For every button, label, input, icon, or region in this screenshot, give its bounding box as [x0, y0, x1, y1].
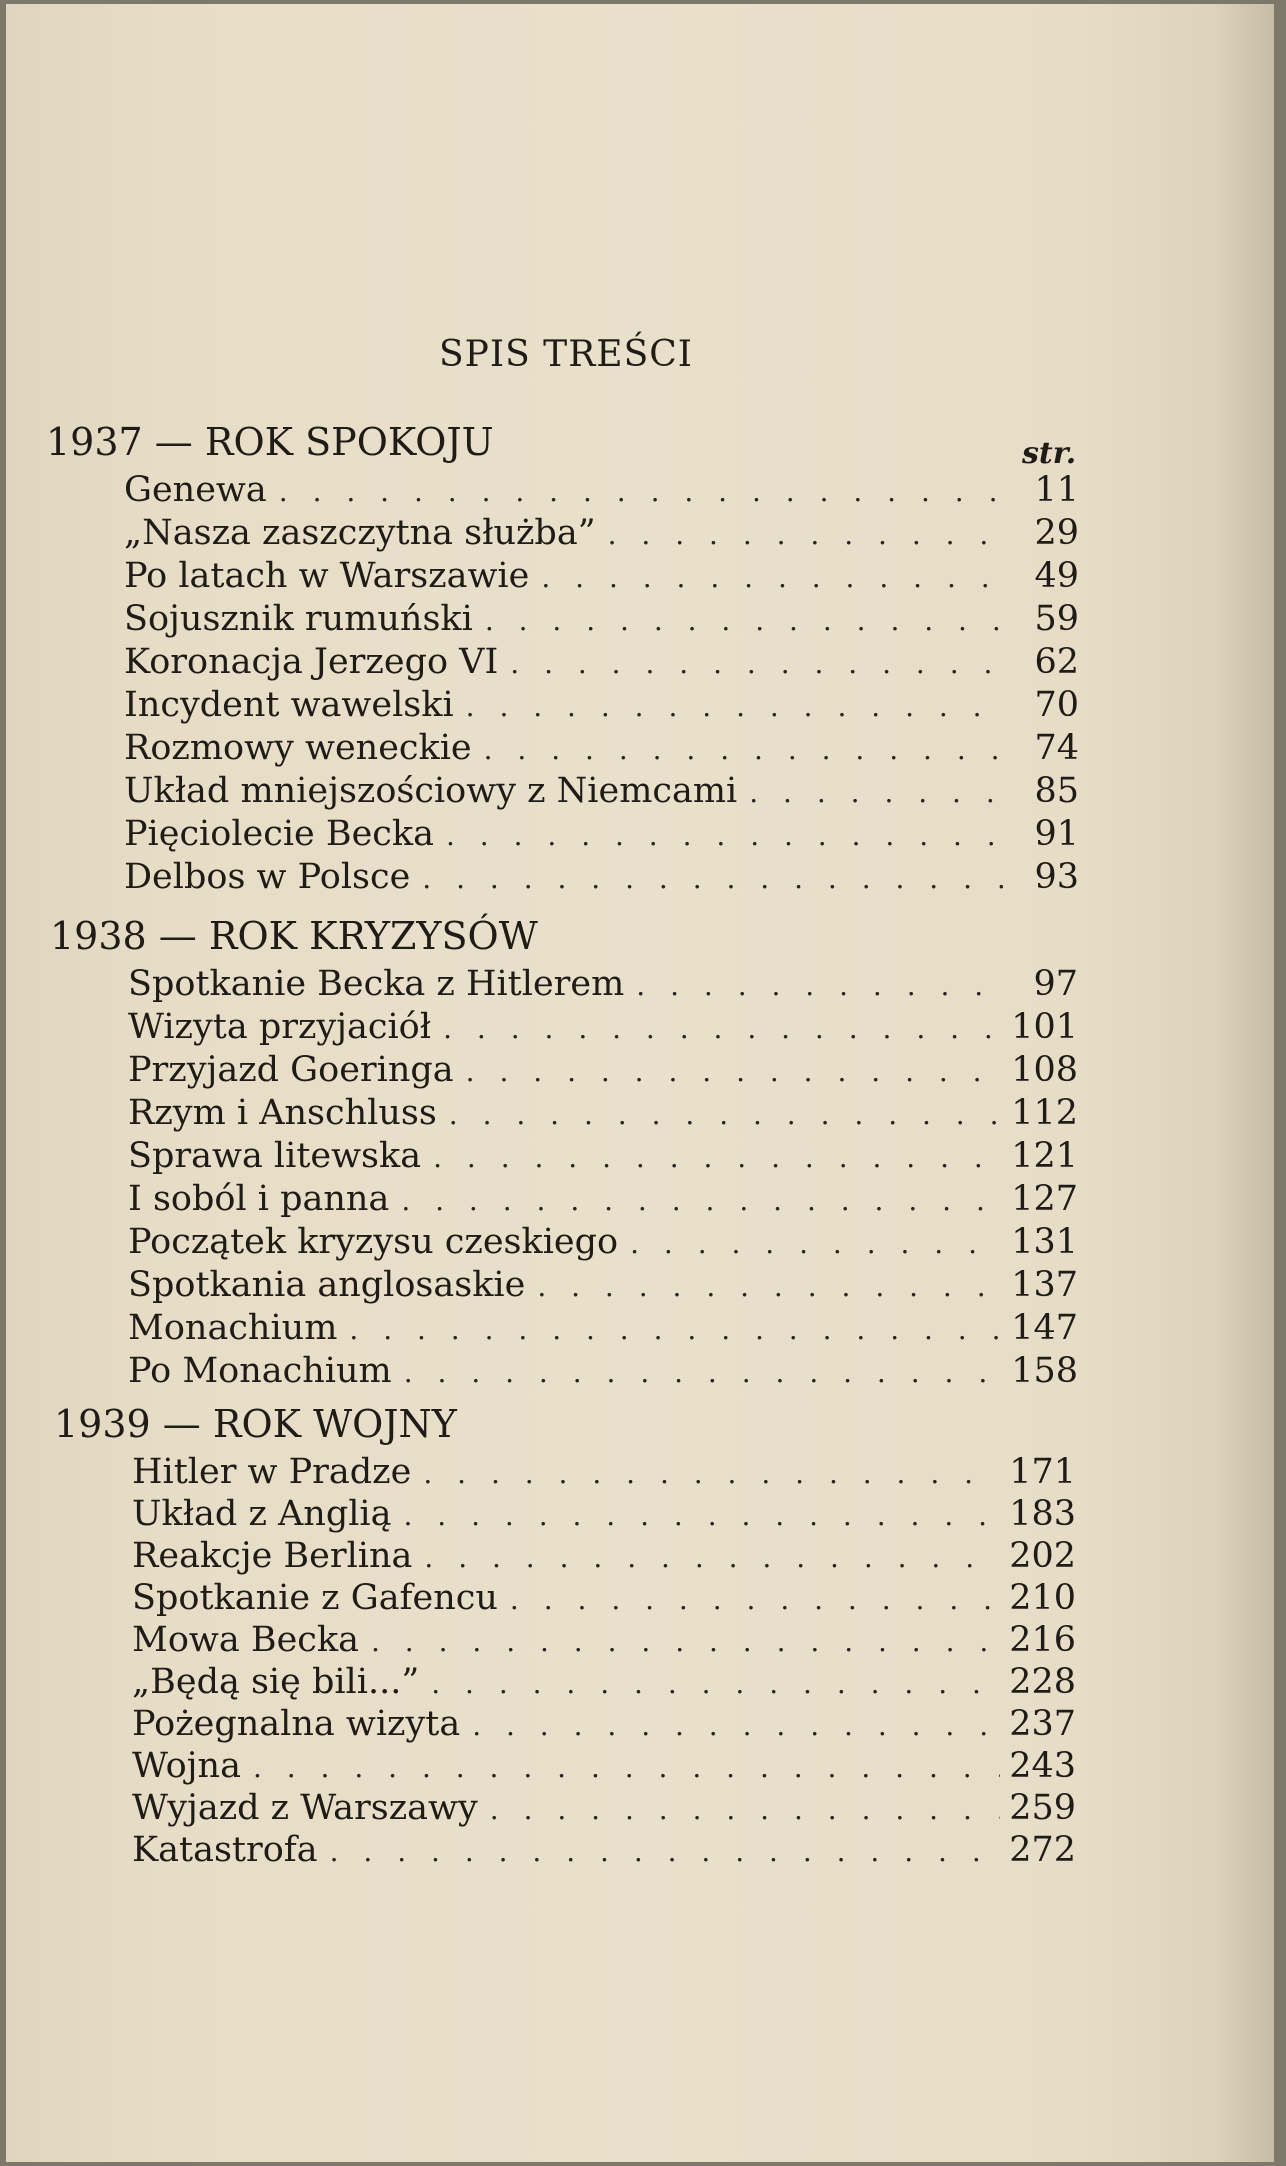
entry-title: Sprawa litewska	[128, 1136, 422, 1176]
dot-leader	[423, 1457, 1000, 1490]
entry-title: Po latach w Warszawie	[124, 556, 530, 596]
entry-title: Wojna	[132, 1746, 241, 1786]
toc-entry	[124, 470, 1079, 512]
entry-page-number: 237	[1009, 1704, 1076, 1744]
entry-title: Po Monachium	[128, 1351, 392, 1391]
toc-entry	[128, 1093, 1078, 1135]
toc-entry	[124, 642, 1079, 684]
entry-page-number: 49	[1034, 556, 1079, 596]
entry-title: Układ z Anglią	[132, 1494, 392, 1534]
entry-page-number: 70	[1034, 685, 1079, 725]
toc-entry	[132, 1746, 1076, 1788]
toc-entry	[128, 1265, 1078, 1307]
toc-entry	[128, 1308, 1078, 1350]
entry-title: Pożegnalna wizyta	[132, 1704, 461, 1744]
page-edge-shadow	[1214, 4, 1274, 2162]
entry-page-number: 158	[1011, 1351, 1078, 1391]
entry-title: Przyjazd Goeringa	[128, 1050, 454, 1090]
entry-title: I soból i panna	[128, 1179, 390, 1219]
entry-page-number: 147	[1011, 1308, 1078, 1348]
entry-title: Początek kryzysu czeskiego	[128, 1222, 619, 1262]
dot-leader	[404, 1356, 1002, 1389]
entry-page-number: 91	[1034, 814, 1079, 854]
entry-title: Rzym i Anschluss	[128, 1093, 437, 1133]
entry-page-number: 243	[1009, 1746, 1076, 1786]
entry-page-number: 62	[1034, 642, 1079, 682]
toc-entry	[128, 1179, 1078, 1221]
entry-title: Genewa	[124, 470, 267, 510]
dot-leader	[630, 1227, 1002, 1260]
entry-page-number: 171	[1009, 1452, 1076, 1492]
dot-leader	[484, 733, 1003, 766]
dot-leader	[279, 475, 1003, 508]
dot-leader	[431, 1667, 1000, 1700]
entry-page-number: 108	[1011, 1050, 1078, 1090]
entry-title: Układ mniejszościowy z Niemcami	[124, 771, 738, 811]
toc-entry	[124, 556, 1079, 598]
entry-page-number: 210	[1009, 1578, 1076, 1618]
dot-leader	[449, 1098, 1002, 1131]
toc-entry	[132, 1578, 1076, 1620]
entry-title: „Nasza zaszczytna służba”	[124, 513, 596, 553]
entry-page-number: 112	[1011, 1093, 1078, 1133]
section-heading: 1937 — ROK SPOKOJU	[46, 420, 494, 464]
entry-title: Wizyta przyjaciół	[128, 1007, 432, 1047]
entry-page-number: 85	[1034, 771, 1079, 811]
entry-title: Sojusznik rumuński	[124, 599, 473, 639]
entry-page-number: 97	[1033, 964, 1078, 1004]
toc-entry	[128, 1007, 1078, 1049]
dot-leader	[608, 518, 1003, 551]
dot-leader	[537, 1270, 1002, 1303]
entry-page-number: 29	[1034, 513, 1079, 553]
entry-title: Wyjazd z Warszawy	[132, 1788, 478, 1828]
entry-title: Spotkanie Becka z Hitlerem	[128, 964, 625, 1004]
toc-entry	[124, 513, 1079, 555]
dot-leader	[253, 1751, 1000, 1784]
entry-page-number: 59	[1034, 599, 1079, 639]
toc-entry	[124, 599, 1079, 641]
dot-leader	[636, 969, 1002, 1002]
dot-leader	[466, 690, 1003, 723]
dot-leader	[472, 1709, 1000, 1742]
dot-leader	[422, 862, 1003, 895]
entry-page-number: 259	[1009, 1788, 1076, 1828]
dot-leader	[510, 647, 1003, 680]
entry-page-number: 131	[1011, 1222, 1078, 1262]
toc-entry	[124, 771, 1079, 813]
dot-leader	[330, 1835, 1000, 1868]
toc-entry	[132, 1788, 1076, 1830]
page-title: SPIS TREŚCI	[438, 334, 694, 375]
entry-title: Katastrofa	[132, 1830, 318, 1870]
entry-title: Rozmowy weneckie	[124, 728, 472, 768]
dot-leader	[401, 1184, 1002, 1217]
dot-leader	[349, 1313, 1002, 1346]
entry-title: Monachium	[128, 1308, 338, 1348]
entry-title: Mowa Becka	[132, 1620, 359, 1660]
entry-title: Incydent wawelski	[124, 685, 454, 725]
toc-entry	[128, 1222, 1078, 1264]
entry-title: Koronacja Jerzego VI	[124, 642, 499, 682]
entry-page-number: 202	[1009, 1536, 1076, 1576]
toc-entry	[132, 1494, 1076, 1536]
dot-leader	[541, 561, 1003, 594]
page-column-label: str.	[1022, 436, 1077, 471]
dot-leader	[446, 819, 1003, 852]
dot-leader	[404, 1499, 1001, 1532]
entry-page-number: 127	[1011, 1179, 1078, 1219]
toc-entry	[132, 1620, 1076, 1662]
entry-page-number: 228	[1009, 1662, 1076, 1702]
entry-title: Spotkanie z Gafencu	[132, 1578, 498, 1618]
toc-entry	[124, 814, 1079, 856]
entry-page-number: 216	[1009, 1620, 1076, 1660]
dot-leader	[466, 1055, 1002, 1088]
entry-page-number: 101	[1011, 1007, 1078, 1047]
toc-entry	[132, 1452, 1076, 1494]
toc-entry	[132, 1662, 1076, 1704]
entry-title: Reakcje Berlina	[132, 1536, 413, 1576]
entry-page-number: 121	[1011, 1136, 1078, 1176]
dot-leader	[485, 604, 1003, 637]
dot-leader	[371, 1625, 1000, 1658]
entry-title: Pięciolecie Becka	[124, 814, 434, 854]
dot-leader	[424, 1541, 1000, 1574]
entry-title: „Będą się bili...”	[132, 1662, 420, 1702]
entry-page-number: 11	[1034, 470, 1079, 510]
toc-entry	[124, 685, 1079, 727]
dot-leader	[490, 1793, 1000, 1826]
dot-leader	[433, 1141, 1002, 1174]
dot-leader	[443, 1012, 1002, 1045]
toc-entry	[128, 1050, 1078, 1092]
toc-entry	[132, 1536, 1076, 1578]
toc-entry	[132, 1830, 1076, 1872]
book-page	[6, 4, 1274, 2162]
entry-page-number: 74	[1034, 728, 1079, 768]
entry-page-number: 272	[1009, 1830, 1076, 1870]
section-heading: 1938 — ROK KRYZYSÓW	[50, 914, 538, 958]
toc-entry	[124, 857, 1079, 899]
entry-page-number: 93	[1034, 857, 1079, 897]
entry-page-number: 183	[1009, 1494, 1076, 1534]
entry-title: Delbos w Polsce	[124, 857, 411, 897]
dot-leader	[749, 776, 1003, 809]
toc-entry	[128, 1136, 1078, 1178]
entry-page-number: 137	[1011, 1265, 1078, 1305]
toc-entry	[128, 964, 1078, 1006]
entry-title: Hitler w Pradze	[132, 1452, 412, 1492]
toc-entry	[124, 728, 1079, 770]
toc-entry	[128, 1351, 1078, 1393]
entry-title: Spotkania anglosaskie	[128, 1265, 526, 1305]
toc-entry	[132, 1704, 1076, 1746]
section-heading: 1939 — ROK WOJNY	[54, 1402, 457, 1446]
dot-leader	[510, 1583, 1000, 1616]
